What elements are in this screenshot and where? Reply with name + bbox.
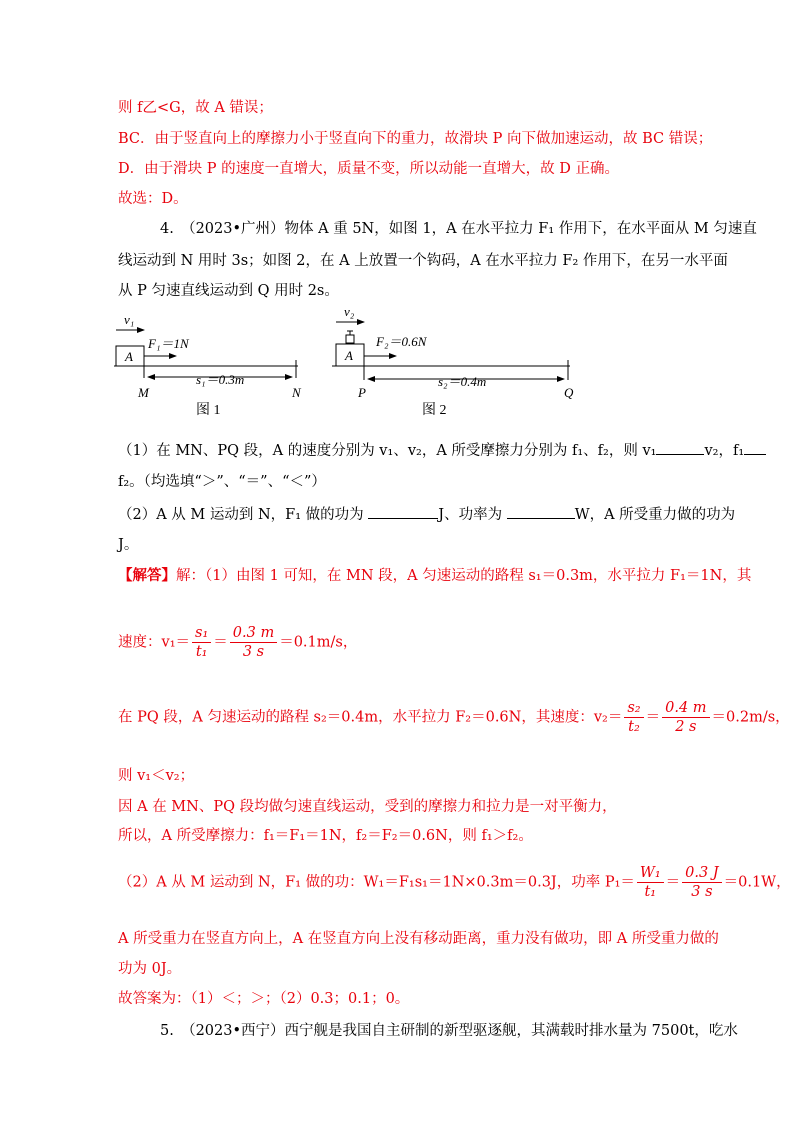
force-label-1: F₁＝1N: [148, 336, 189, 351]
final-answer: 故答案为：（1）＜；＞；（2）0.3；0.1；0。: [118, 991, 410, 1007]
fraction-s2-t2: $\frac{\text{s₂}}{\text{t₂}}$: [624, 699, 643, 736]
fraction-w1-t1: $\frac{\text{W₁}}{\text{t₁}}$: [637, 864, 664, 901]
sub-question-2-text-c: W，A 所受重力做的功为: [574, 507, 736, 523]
figure-1: [114, 312, 302, 418]
answer-line-2: BC．由于竖直向上的摩擦力小于竖直向下的重力，故滑块 P 向下做加速运动，故 BC 错误；: [118, 131, 713, 147]
sub-question-1-text: （1）在 MN、PQ 段，A 的速度分别为 v₁、v₂，A 所受摩擦力分别为 f₁、f₂，则 v₁: [118, 443, 657, 459]
velocity-label-1: v₁: [124, 312, 135, 327]
velocity-1-result: ＝0.1m/s，: [279, 634, 358, 651]
solution-work-power: （2）A 从 M 运动到 N，F₁ 做的功：W₁＝F₁s₁＝1N×0.3m＝0.3J，功率 P₁＝ $\frac{\text{W₁}}{\text{t₁}}$ ＝ $\frac{0.3 J}{3 s}$ ＝0.1W，: [118, 865, 791, 900]
solution-gravity-2: 功为 0J。: [118, 961, 182, 977]
sub-question-1-line-1: [118, 440, 766, 461]
figure-2-caption: 图 2: [422, 403, 447, 418]
answer-blank-power[interactable]: [507, 504, 575, 519]
sub-question-1-line-2: f₂。（均选填“＞”、“＝”、“＜”）: [118, 474, 326, 490]
solution-gravity-1: A 所受重力在竖直方向上，A 在竖直方向上没有移动距离，重力没有做功，即 A 所受重力做的: [118, 931, 719, 947]
velocity-2-result: ＝0.2m/s，: [711, 709, 790, 726]
figure-1-caption: 图 1: [196, 403, 221, 418]
motion-figure: [110, 300, 610, 422]
answer-choice-line: 故选：D。: [118, 191, 188, 207]
velocity-label-2: v₂: [344, 304, 355, 319]
hook-weight-icon: [346, 331, 354, 343]
velocity-2-prefix: 在 PQ 段，A 匀速运动的路程 s₂＝0.4m，水平拉力 F₂＝0.6N，其速度：v₂＝: [118, 709, 623, 726]
work-power-prefix: （2）A 从 M 运动到 N，F₁ 做的功：W₁＝F₁s₁＝1N×0.3m＝0.3J，功率 P₁＝: [118, 874, 635, 891]
fraction-s1-t1: $\frac{\text{s₁}}{\text{t₁}}$: [192, 624, 211, 661]
question-4-line-1: 4. （2023•广州）物体 A 重 5N，如图 1，A 在水平拉力 F₁ 作用下，在水平面从 M 匀速直: [160, 221, 757, 237]
sub-question-2-line-1: [118, 504, 735, 525]
question-4-line-3: 从 P 匀速直线运动到 Q 用时 2s。: [118, 283, 339, 299]
solution-velocity-2: 在 PQ 段，A 匀速运动的路程 s₂＝0.4m，水平拉力 F₂＝0.6N，其速度：v₂＝ $\frac{\text{s₂}}{\text{t₂}}$ ＝ $\frac{0.4 m}{2 s}$ ＝0.2m/s，: [118, 700, 790, 735]
answer-line-1: 则 f乙<G，故 A 错误；: [118, 100, 273, 116]
power-result: ＝0.1W，: [723, 874, 791, 891]
answer-line-3: D．由于滑块 P 的速度一直增大，质量不变，所以动能一直增大，故 D 正确。: [118, 161, 619, 177]
solution-balance: 因 A 在 MN、PQ 段均做匀速直线运动，受到的摩擦力和拉力是一对平衡力，: [118, 799, 617, 815]
question-4-line-2: 线运动到 N 用时 3s；如图 2，在 A 上放置一个钩码，A 在水平拉力 F₂ 作用下，在另一水平面: [118, 253, 728, 269]
fraction-0.3m-3s: $\frac{0.3 m}{3 s}$: [230, 624, 277, 661]
solution-compare-v: 则 v₁＜v₂；: [118, 768, 195, 784]
velocity-1-prefix: 速度：v₁＝: [118, 634, 191, 651]
solution-friction: 所以，A 所受摩擦力：f₁＝F₁＝1N，f₂＝F₂＝0.6N，则 f₁＞f₂。: [118, 828, 533, 844]
distance-label-1: s₁＝0.3m: [196, 372, 245, 387]
sub-question-2-text-b: J、功率为: [438, 507, 503, 523]
point-m-label: M: [138, 385, 149, 400]
solution-velocity-1: 速度：v₁＝ $\frac{\text{s₁}}{\text{t₁}}$ ＝ $\frac{0.3 m}{3 s}$ ＝0.1m/s，: [118, 625, 358, 660]
distance-label-2: s₂＝0.4m: [438, 374, 487, 389]
block-label-2: A: [345, 348, 353, 363]
sub-question-2-line-2: J。: [118, 537, 139, 553]
fraction-0.4m-2s: $\frac{0.4 m}{2 s}$: [662, 699, 709, 736]
answer-blank-f[interactable]: [744, 440, 766, 455]
solution-tag: 【解答】: [118, 567, 176, 584]
fraction-0.3j-3s: $\frac{0.3 J}{3 s}$: [682, 864, 721, 901]
answer-blank-work[interactable]: [368, 504, 438, 519]
question-5-line-1: 5. （2023•西宁）西宁舰是我国自主研制的新型驱逐舰，其满载时排水量为 7500t，吃水: [160, 1023, 738, 1039]
point-q-label: Q: [564, 385, 574, 400]
point-p-label: P: [358, 385, 366, 400]
point-n-label: N: [292, 385, 301, 400]
solution-text-1: 解：（1）由图 1 可知，在 MN 段，A 匀速运动的路程 s₁＝0.3m，水平拉力 F₁＝1N，其: [176, 568, 752, 584]
solution-line-1: [118, 566, 751, 586]
figure-2: [332, 304, 574, 418]
answer-blank-v[interactable]: [656, 440, 704, 455]
sub-question-2-text-a: （2）A 从 M 运动到 N，F₁ 做的功为: [118, 507, 364, 523]
sub-question-1-text-2: v₂，f₁: [704, 443, 745, 459]
force-label-2: F₂＝0.6N: [376, 334, 427, 349]
block-label-1: A: [125, 349, 133, 364]
